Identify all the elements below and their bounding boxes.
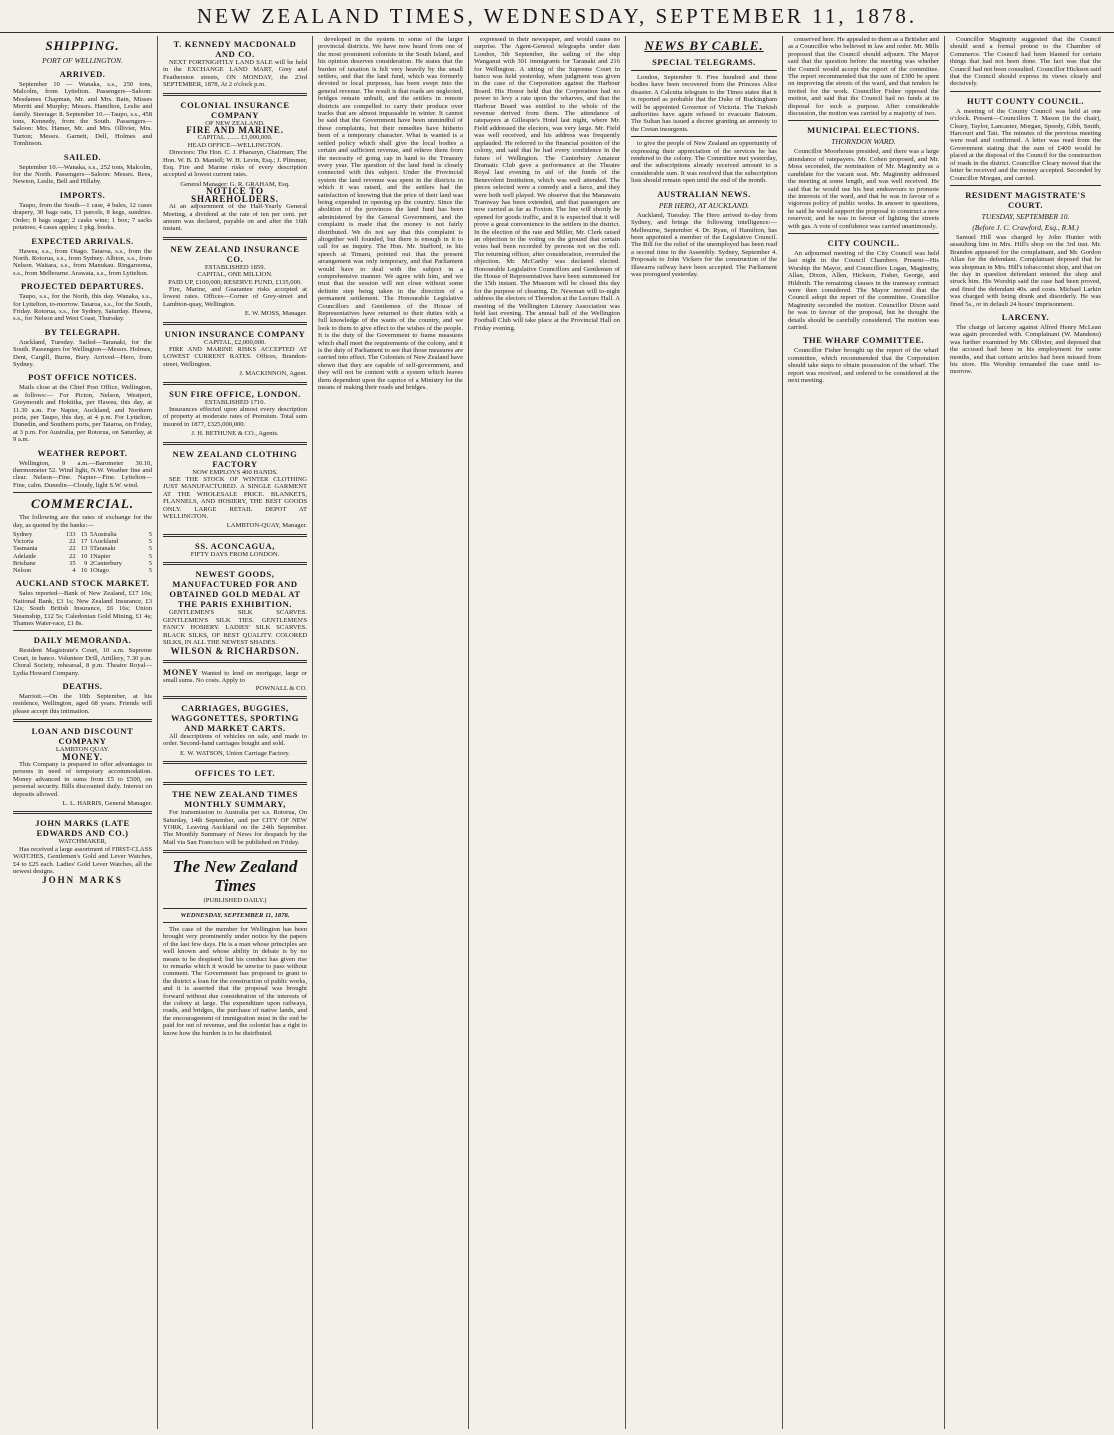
hutt-county-council-text: A meeting of the County Council was held at one o'clock. Present—Councillors T. Mason (in the chair), Cleary, Taylor, Lancaster, Morgan, Speedy, Gibb, Smith, Harcourt and Tait. The minutes of the previous meeting were read and confirmed. A letter was read from the Government stating that the sum of £400 would be placed at the disposal of the Council for the construction of roads in the district. Councillor Cleary moved that the letter be received and the money accepted. Seconded by Councillor Morgan, and carried. [950,107,1101,182]
resident-magistrate-bench: (Before J. C. Crawford, Esq., R.M.) [972,222,1079,232]
newspaper-page [8,36,1106,1429]
port-title: PORT OF WELLINGTON. [42,56,123,65]
resident-magistrate-date: TUESDAY, SEPTEMBER 10. [981,211,1070,221]
shipping-title: SHIPPING. [45,38,120,53]
telegraph-text: Auckland, Tuesday. Sailed—Taranaki, for the South. Passengers for Wellington—Messrs. Holmes, Dent, Cargill, Burns, Bury. Arrived—Hero, from Sydney. [13,338,152,368]
column-3 [313,36,469,1429]
weather-text: Wellington, 9 a.m.—Barometer 30.10, thermometer 52. Wind light, N.W. Weather fine and clear. Nelson—Fine. Napier—Fine. Lyttelton—Fine, calm. Dunedin—Cloudy, light S.W. wind. [13,459,152,489]
colonial-insurance-advert: COLONIAL INSURANCE COMPANY OF NEW ZEALAND. FIRE AND MARINE. CAPITAL ........ £1,000,000. HEAD OFFICE—WELLINGTON. Directors: The Hon. C. J. Pharazyn, Chairman; The Hon. W. B. D. Mantell; W. H. Levin, Esq.; J. Plimmer, Esq. Fire and Marine risks of every description accepted at lowest current rates. General Manager: G. R. GRAHAM, Esq. NOTICE TO SHAREHOLDERS. At an adjournment of the Half-Yearly General Meeting, a dividend at the rate of ten per cent. per annum was declared, payable on and after the 16th instant. [163,99,307,233]
imports-text: Taupo, from the South—1 case, 4 bales, 12 cases drapery, 30 bags oats, 13 parcels, 8 kegs, sundries. Order; 8 bags sugar; 2 casks wine; 1 box; 7 sacks potatoes; 4 cases apples; 1 pkg. books. [13,201,152,232]
kennedy-advert: T. KENNEDY MACDONALD AND CO. NEXT FORTNIGHTLY LAND SALE will be held in the EXCHANGE LAND MART, Grey and Featherston streets, ON MONDAY, the 23rd SEPTEMBER, 1878, At 2 o'clock p.m. [163,39,307,89]
larceny-text: The charge of larceny against Alfred Henry McLean was again proceeded with. Complainant (W. Mandeno) was further examined by Mr. Ollivier, and deposed that the accused had been in his employment for some months, and that certain articles had been missed from his store. His Worship remanded the case until to-morrow. [950,323,1101,376]
carriages-advert: CARRIAGES, BUGGIES, WAGGONETTES, SPORTING AND MARKET CARTS. All descriptions of vehicles on sale, and made to order. Second-hand carriages bought and sold. E. W. WATSON, Union Carriage Factory. [163,702,307,757]
column-5 [626,36,783,1429]
projected-heading: PROJECTED DEPARTURES. [21,281,144,292]
table-row: Victoria 22 17 1 Auckland 5 [13,538,152,546]
expected-text: Hawea, s.s., from Otago. Taiaroa, s.s., from the North. Rotorua, s.s., from Sydney. Albion, s.s., from Nelson. Waitara, s.s., from Manukau. Ringarooma, s.s., from Melbourne. Arawata, s.s., from Lyttelton. [13,247,152,277]
commercial-table [13,531,152,574]
council-text: conserved here. He appealed to them as a Britisher and as a Councillor who believed in law and order. Mr. Mills proposed that the Council should adjourn. The Mayor said that the question before the meeting was whether the Council would accept the report of the committee. The report recommended that the sum of £300 be spent on improving the streets of the ward, and that tenders be invited for the work. Councillor Fisher opposed the motion, and said that the Council had no funds at its disposal for such a purpose. After considerable discussion, the motion was carried by a majority of two. [788,36,940,118]
editorial-continued: developed in the system in some of the larger provincial districts. We have now heard from one of the most prominent colonists in the South Island, and his opinion deserves consideration. He states that the burden of taxation is felt very heavily by the small settlers, and that the land fund, which was formerly devoted to local purposes, has been swept into the general revenue. The result is that roads are neglected, bridges remain unbuilt, and the settlers in remote districts are compelled to carry their produce over tracks that are almost impassable in winter. It cannot be said that the Government have been unmindful of these complaints, but their remedies have hitherto been of a temporary character. What is wanted is a settled policy which shall give the local bodies a certain and sufficient revenue, and relieve them from the necessity of going cap in hand to the Treasury every year. The question of the land fund is closely connected with this subject. Under the Provincial system the land revenue was spent in the districts in which it was raised, and the settlers had the satisfaction of knowing that the price of their land was being expended in opening up the country. Since the abolition of the provinces the land fund has been administered by the General Government, and the complaint is made that the money is not fairly distributed. We do not say that this complaint is altogether well founded, but there is enough in it to call for an inquiry. The Hon. Mr. Stafford, in his speech at Timaru, pointed out that the present arrangement was only temporary, and that Parliament would have to deal with the subject in a comprehensive manner. We agree with him, and we trust that the session will not close without some definite step being taken in the direction of a permanent settlement. The Honourable Legislative Councillors and Gentlemen of the House of Representatives have returned to their duties with a full knowledge of the wants of the country, and we look to them to give effect to the wishes of the people. It is the duty of the Government to frame measures which shall meet the requirements of the colony, and it is the duty of Parliament to see that those measures are carried into effect. The Colonists of New Zealand have shown that they are capable of self-government, and they will not be content with a system which leaves them dependent upon the caprice of a Ministry for the means of making their roads and bridges. [318,36,463,392]
telegraph-heading: BY TELEGRAPH. [44,326,121,337]
arrived-heading: ARRIVED. [59,69,106,79]
larceny-heading: LARCENY. [1001,311,1050,322]
deaths-heading: DEATHS. [62,680,103,691]
local-news-text: expressed in their newspaper, and would cause no surprise. The Agent-General telegraphs under date London, 5th September, the sailing of the ship Wanganui with 301 immigrants for Taranaki and 216 for Wellington. A sitting of the Supreme Court in banco was held yesterday, when judgment was given in the case of the Corporation against the Harbour Board. His Honor held that the Corporation had no power to levy a rate upon the wharves, and that the Harbour Board was entitled to the whole of the revenue derived from them. The attendance of ratepayers at Gillespie's Hotel last night, where Mr. Field addressed the electors, was very large. Mr. Field was well received, and his address was frequently applauded. He referred to the financial position of the colony, and said that he had every confidence in the future of Wellington. The Canterbury Amateur Dramatic Club gave a performance at the Theatre Royal last evening in aid of the funds of the Benevolent Institution, which was well attended. The pieces selected were a comedy and a farce, and they were both well played. We observe that the Manawatu Tramway has been extended, and that passengers are now carried as far as Foxton. The line will shortly be opened for goods traffic, and it is expected that it will prove a great convenience to the settlers in the district. In the election of the rate and Miller, Mr. Clerk raised an objection to the voting on the ground that certain votes had been recorded by persons not on the roll. The returning officer, after consideration, overruled the objection. Mr. McCarthy was declared elected. Honourable Legislative Councillors and Gentlemen of the House of Representatives have been summoned for the 15th instant. The Museum will be closed this day for the purpose of cleaning. Dr. Newman will to-night address the electors of Thorndon at the Lecture Hall. A meeting of the Wellington Literary Association was held last evening. The annual ball of the Wellington Football Club will take place at the Provincial Hall on Friday evening. [474,36,620,332]
hutt-county-council-title: HUTT COUNTY COUNCIL. [967,95,1084,106]
column-6 [783,36,945,1429]
table-row: Brisbane 35 9 2 Canterbury 5 [13,559,152,567]
memoranda-text: Resident Magistrate's Court, 10 a.m. Supreme Court, in banco. Volunteer Drill, Artillery, 7.30 p.m. Choral Society, rehearsal, 8 p.m. Theatre Royal—Lydia Howard Company. [13,647,152,677]
weather-heading: WEATHER REPORT. [37,447,128,458]
thorndon-ward-subtitle: THORNDON WARD. [831,137,896,147]
paper-title: The New Zealand Times [172,857,298,896]
sailed-heading: SAILED. [63,151,102,162]
union-insurance-advert: UNION INSURANCE COMPANY CAPITAL, £2,000,000. FIRE AND MARINE RISKS ACCEPTED AT LOWEST CURRENT RATES. Offices, Brandon-street, Wellington. J. MACKINNON, Agent. [163,328,307,378]
news-by-cable-title: NEWS BY CABLE. [644,38,764,53]
paper-date: WEDNESDAY, SEPTEMBER 11, 1878. [180,911,290,919]
aconcagua-advert: SS. ACONCAGUA, FIFTY DAYS FROM LONDON. [190,540,280,558]
monthly-summary-advert: THE NEW ZEALAND TIMES MONTHLY SUMMARY, For transmission to Australia per s.s. Rotorua, On Saturday, 14th September, and per CITY OF NEW YORK, Leaving Auckland on the 24th September. The Monthly Summary of News for despatch by the Mail via San Francisco will be published on Friday. [163,789,307,846]
resident-magistrate-text: Samuel Hill was charged by John Hunter with assaulting him in Mrs. Hill's shop on the 3rd inst. Mr. Brandon appeared for the complainant, and Mr. Gordon Allan for the defendant. Complainant deposed that he was shopman in Mrs. Hill's tobacconist shop, and that on the day in question defendant entered the shop and struck him. His Worship said the case had been proved, and fined the defendant 40s. and costs. Michael Larkin was charged with being drunk and disorderly. He was fined 5s., or in default 24 hours' imprisonment. [950,233,1101,308]
special-telegrams-subtitle: SPECIAL TELEGRAMS. [652,57,756,67]
table-row: Nelson 4 16 1 Otago 5 [13,567,152,575]
wharf-committee-heading: THE WHARF COMMITTEE. [802,335,925,346]
deaths-text: Marriott.—On the 10th September, at his residence, Wellington, aged 68 years. Friends will please accept this intimation. [13,692,152,715]
editorial-text: The case of the member for Wellington has been brought very prominently under notice by the papers of the last few days. He is a man whose principles are well known and whose ability in debate is by no means to be despised; but his conduct has given rise to remarks which it would be unwise to pass without comment. The Government has proposed to grant to the district a loan for the construction of public works, and it is asserted that the proposal was brought forward without due consideration of the interests of the colony at large. The expenditure upon railways, roads, and bridges, the purchase of native lands, and the encouragement of immigration must in the end be paid for out of revenue, and the colonist has a right to know how the burden is to be distributed. [163,926,307,1037]
loan-advert: LOAN AND DISCOUNT COMPANY LAMBTON QUAY. MONEY. This Company is prepared to offer advantages to persons in need of temporary accommodation. Money advanced in sums from £5 to £500, on personal security. Bills discounted daily. Interest on deposits allowed. L. L. HARRIS, General Manager. [13,726,152,807]
commercial-title: COMMERCIAL. [30,496,135,512]
offices-advert: OFFICES TO LET. [194,768,276,779]
wharf-committee-text: Councillor Fisher brought up the report of the wharf committee, which recommended that the Corporation should take steps to obtain possession of the wharf. The report was received, and ordered to be considered at the next meeting. [788,347,939,385]
column-2 [158,36,313,1429]
nz-insurance-advert: NEW ZEALAND INSURANCE CO. ESTABLISHED 1859. CAPITAL, ONE MILLION. PAID UP, £100,000; RESERVE FUND, £135,000. Fire, Marine, and Guarantee risks accepted at lowest rates. Offices—Corner of Grey-street and Lambton-quay, Wellington. E. W. MOSS, Manager. [163,243,307,318]
australian-news-title: AUSTRALIAN NEWS. [657,188,751,199]
newest-goods-advert: NEWEST GOODS, MANUFACTURED FOR AND OBTAINED GOLD MEDAL AT THE PARIS EXHIBITION. GENTLEMEN'S SILK SCARVES. GENTLEMEN'S SILK TIES. GENTLEMEN'S FANCY HOSIERY. LADIES' SILK SCARVES. BLACK SILKS, OF BEST QUALITY. COLORED SILKS, IN ALL THE NEWEST SHADES. WILSON & RICHARDSON. [163,569,307,657]
sun-fire-advert: SUN FIRE OFFICE, LONDON. ESTABLISHED 1710. Insurances effected upon almost every description of property at moderate rates of Premium. Total sum insured in 1877, £325,000,000. J. H. BETHUNE & CO., Agents. [163,388,307,438]
commercial-text: The following are the rates of exchange for the day, as quoted by the banks:— [13,514,152,529]
imports-heading: IMPORTS. [59,189,106,200]
column-7 [945,36,1106,1429]
john-marks-advert: JOHN MARKS (LATE EDWARDS AND CO.) WATCHMAKER, Has received a large assortment of FIRST-CLASS WATCHES, Gentlemen's Gold and Lever Watches, £4 to £25 each. Ladies' Gold Lever Watches, all the newest designs. JOHN MARKS [13,818,152,886]
post-heading: POST OFFICE NOTICES. [28,372,137,383]
sailed-text: September 10.—Wanaka, s.s., 252 tons, Malcolm, for the North. Passengers—Saloon: Messrs. Rees, Newton, Leslie, Bell and Hillaby. [13,163,152,186]
city-council-title: CITY COUNCIL. [827,237,900,248]
table-row: Sydney 133 15 5 Australia 5 [13,531,152,539]
resident-magistrate-title: RESIDENT MAGISTRATE'S COURT. [965,189,1086,210]
cable-news-text: London, September 9. Five hundred and three bodies have been recovered from the Princess Alice disaster. A Calcutta telegram to the Times states that it is reported as probable that the Duke of Buckingham will be appointed Governor of Victoria. The Turkish authorities have again refused to evacuate Batoum. The Sultan has issued a decree granting an amnesty to the Cretan insurgents. [631,74,777,133]
expected-heading: EXPECTED ARRIVALS. [31,235,134,246]
masthead: NEW ZEALAND TIMES, WEDNESDAY, SEPTEMBER 11, 1878. [0,4,1114,33]
australian-news-text: Auckland, Tuesday. The Hero arrived to-day from Sydney, and brings the following intelligence:— Melbourne, September 4. Dr. Ryan, of Hamilton, has been appointed a member of the Legislative Council. The Bill for the relief of the unemployed has been read a second time in the Assembly. Sydney, September 4. Proposals to John Vickers for the construction of the Illawarra railway have been accepted. The Parliament was prorogued yesterday. [631,211,777,278]
table-row: Tasmania 22 13 5 Taranaki 5 [13,545,152,553]
clothing-factory-advert: NEW ZEALAND CLOTHING FACTORY NOW EMPLOYS 400 HANDS. SEE THE STOCK OF WINTER CLOTHING JUST MANUFACTURED. A SINGLE GARMENT AT THE WHOLESALE PRICE. BLANKETS, FLANNELS, AND HOSIERY, THE BEST GOODS ONLY. LARGE RETAIL DEPOT AT WELLINGTON. LAMBTON-QUAY, Manager. [163,448,307,530]
post-text: Mails close at the Chief Post Office, Wellington, as follows:— For Picton, Nelson, Westport, Greymouth and Hokitika, per Hawea, this day, at 11.30 a.m. For Napier, Auckland, and Northern ports, per Taupo, this day, at 4 p.m. For Lyttelton, Dunedin, and Southern ports, per Taiaroa, on Friday, at 3 p.m. For Australia, per Rotorua, on Saturday, at 9 a.m. [13,384,152,444]
city-council-text: An adjourned meeting of the City Council was held last night in the Council Chambers. Present—His Worship the Mayor, and Councillors Logan, Maginnity, Allan, Dixon, Allen, Hickson, Fisher, George, and Hildreth. The remaining clauses in the tramway contract were then considered. The Mayor moved that the Council adopt the report of the committee. Councillor Maginnity seconded the motion. Councillor Dixon said he was in favour of the proposal, but he thought the details should be carefully considered. The motion was carried. [788,249,939,331]
money-advert: MONEY Wanted to lend on mortgage, large or small sums. No costs. Apply to POWNALL & CO. [163,666,307,692]
municipal-text: Councillor Moorhouse presided, and there was a large attendance of ratepayers. Mr. Cohen proposed, and Mr. Moss seconded, the nomination of Mr. Maginnity as a candidate for the vacant seat. Mr. Maginnity addressed the meeting at some length, and was well received. He said that he would use his best endeavours to promote the interests of the ward, and that he was in favour of a vigorous policy of public works. In answer to questions, he said he would support the proposal to construct a new reservoir, and he was in favour of lighting the streets with gas. A vote of confidence was carried unanimously. [788,148,939,230]
memoranda-heading: DAILY MEMORANDA. [33,635,132,646]
projected-text: Taupo, s.s., for the North, this day. Wanaka, s.s., for Lyttelton, to-morrow. Taiaroa, s.s., for the South, Friday. Rotorua, s.s., for Sydney, Saturday. Hawea, s.s., for Nelson and West Coast, Thursday. [13,293,152,323]
table-row: Adelaide 22 10 1 Napier 5 [13,552,152,560]
council-continued: Councillor Maginnity suggested that the Council should send a formal protest to the Chamber of Commerce. The Council had been blamed for certain things that had not been done. The fact was that the Council had not been consulted. Councillor Hickson said that the Council should express its views clearly and decisively. [950,36,1101,88]
arrived-text: September 10 — Wanaka, s.s., 250 tons, Malcolm, from Lyttelton. Passengers—Saloon: Mesdames Chapman, Mr. and Mrs. Bain, Misses Merritt and Murphy; Messrs. Hamilton, Leslie and family. Steerage: 8. September 10.—Taupo, s.s., 458 tons, Kennedy, from the South. Passengers—Saloon: Mrs. Hamer, Mr. and Mrs. Ollivier, Mrs. Turton; Messrs. Garnett, Dell, Holmes and Tomlinson. [13,81,152,148]
municipal-elections-title: MUNICIPAL ELECTIONS. [807,125,920,136]
market-heading: AUCKLAND STOCK MARKET. [15,578,150,589]
column-4 [469,36,626,1429]
cable-news-continued: to give the people of New Zealand an opportunity of expressing their appreciation of the services he has rendered to the colony. The Committee met yesterday, and the subscriptions already received amount to a considerable sum. It was resolved that the subscription lists should remain open until the end of the month. [631,140,777,185]
paper-subtitle: (PUBLISHED DAILY.) [203,897,267,905]
market-text: Sales reported—Bank of New Zealand, £17 10s; National Bank, £3 1s; New Zealand Insurance, £3 12s; South British Insurance, £6 16s; Union Steamship, £12 5s; Caledonian Gold Mining, £1 4s; Thames Water-race, £1 8s. [13,590,152,627]
column-1 [8,36,158,1429]
australian-news-subtitle: PER HERO, AT AUCKLAND. [658,200,750,210]
